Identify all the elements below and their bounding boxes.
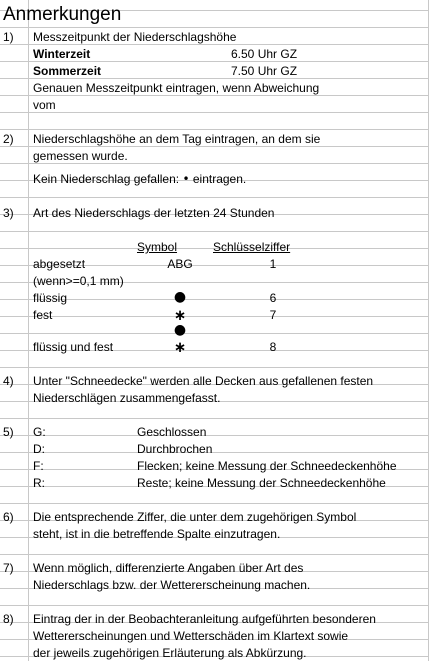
key-header: Schlüsselziffer <box>213 240 291 254</box>
dot-icon: • <box>182 172 190 186</box>
section-1-line-1: Messzeitpunkt der Niederschlagshöhe <box>33 30 237 44</box>
key-6: 6 <box>269 291 277 305</box>
section-3-number: 3) <box>3 206 14 220</box>
section-1-line-5: vom <box>33 98 56 112</box>
summer-label: Sommerzeit <box>33 64 102 78</box>
section-2-line-3 <box>33 172 246 186</box>
code-f-text: Flecken; keine Messung der Schneedeckenhöhe <box>137 459 397 473</box>
section-2-number: 2) <box>3 132 14 146</box>
section-7-line-2: Niederschlags bzw. der Wettererscheinung machen. <box>33 578 311 592</box>
no-precip-suffix: eintragen. <box>192 172 247 186</box>
row-label-fluessig-und-fest: flüssig und fest <box>33 340 114 354</box>
section-6-number: 6) <box>3 510 14 524</box>
column-divider <box>28 0 29 661</box>
section-7-number: 7) <box>3 561 14 575</box>
section-3-line-1: Art des Niederschlags der letzten 24 Stunden <box>33 206 275 220</box>
section-8-line-1: Eintrag der in der Beobachteranleitung aufgeführten besonderen <box>33 612 376 626</box>
section-2-line-1: Niederschlagshöhe an dem Tag eintragen, an dem sie <box>33 132 321 146</box>
code-f: F: <box>33 459 44 473</box>
rain-dot-icon: ● <box>173 289 187 305</box>
section-4-number: 4) <box>3 374 14 388</box>
section-1-number: 1) <box>3 30 14 44</box>
code-d: D: <box>33 442 45 456</box>
row-label-fest: fest <box>33 308 53 322</box>
section-1-line-4: Genauen Messzeitpunkt eintragen, wenn Abweichung <box>33 81 320 95</box>
no-precip-text: Kein Niederschlag gefallen: <box>33 172 180 186</box>
symbol-header: Symbol <box>137 240 178 254</box>
key-8: 8 <box>269 340 277 354</box>
section-7-line-1: Wenn möglich, differenzierte Angaben über Art des <box>33 561 304 575</box>
snow-star-icon: ∗ <box>173 306 187 324</box>
section-8-line-3: der jeweils zugehörigen Erläuterung als Abkürzung. <box>33 646 307 660</box>
winter-value: 6.50 Uhr GZ <box>231 47 298 61</box>
code-g: G: <box>33 425 46 439</box>
section-8-line-2: Wettererscheinungen und Wetterschäden im Klartext sowie <box>33 629 349 643</box>
key-7: 7 <box>269 308 277 322</box>
mixed-dot-icon: ● <box>173 322 187 338</box>
code-d-text: Durchbrochen <box>137 442 213 456</box>
section-4-line-2: Niederschlägen zusammengefasst. <box>33 391 221 405</box>
key-1: 1 <box>269 257 277 271</box>
section-5-number: 5) <box>3 425 14 439</box>
page-title: Anmerkungen <box>3 4 122 25</box>
summer-value: 7.50 Uhr GZ <box>231 64 298 78</box>
code-g-text: Geschlossen <box>137 425 207 439</box>
code-r-text: Reste; keine Messung der Schneedeckenhöhe <box>137 476 386 490</box>
section-6-line-1: Die entsprechende Ziffer, die unter dem zugehörigen Symbol <box>33 510 357 524</box>
section-2-line-2: gemessen wurde. <box>33 149 128 163</box>
winter-label: Winterzeit <box>33 47 91 61</box>
code-r: R: <box>33 476 45 490</box>
section-4-line-1: Unter "Schneedecke" werden alle Decken aus gefallenen festen <box>33 374 374 388</box>
section-8-number: 8) <box>3 612 14 626</box>
section-6-line-2: steht, ist in die betreffende Spalte einzutragen. <box>33 527 281 541</box>
row-label-threshold: (wenn>=0,1 mm) <box>33 274 124 288</box>
row-label-abgesetzt: abgesetzt <box>33 257 86 271</box>
mixed-star-icon: ∗ <box>173 338 187 356</box>
abg-symbol: ABG <box>167 257 193 271</box>
row-label-fluessig: flüssig <box>33 291 68 305</box>
